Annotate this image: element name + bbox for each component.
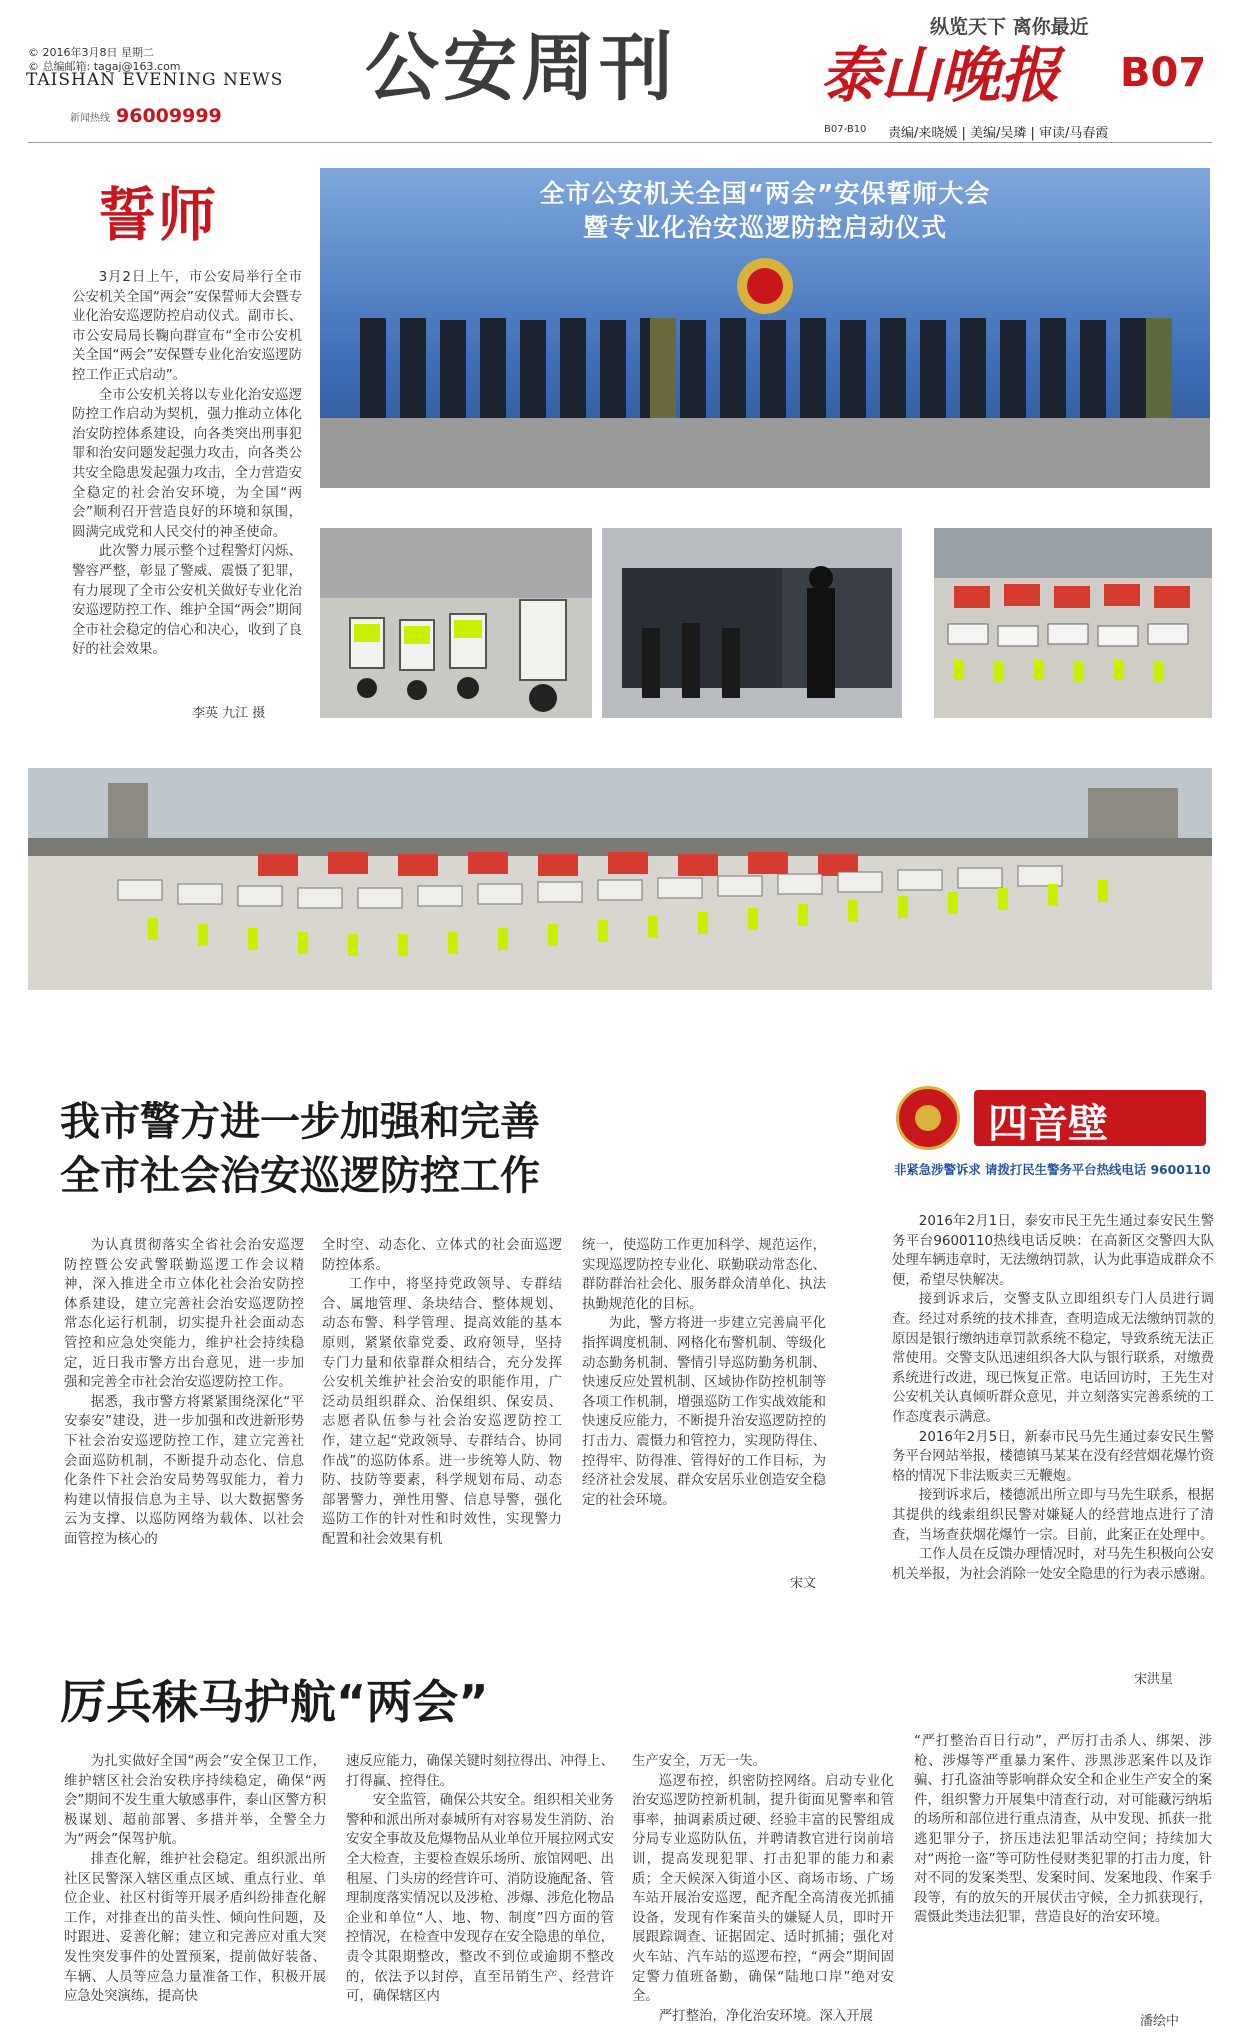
- police-badge-icon: [896, 1086, 960, 1150]
- oath-paragraph-1: 3月2日上午，市公安局举行全市公安机关全国“两会”安保誓师大会暨专业化治安巡逻防控启动仪式。副市长、市公安局局长鞠向群宣布“全市公安机关全国“两会”安保暨专业化治安巡逻防控工作正式启动”。: [72, 270, 302, 383]
- sihai-banner: 非紧急涉警诉求 请拨打民生警务平台热线电话 9600110: [894, 1162, 1211, 1177]
- motorcycle-police-photo: [320, 528, 592, 718]
- patrol-byline: 宋文: [790, 1576, 817, 1591]
- patrol-title-line-1: 我市警方进一步加强和完善: [60, 1099, 540, 1145]
- ceremony-photo: [320, 168, 1210, 488]
- sihai-body: [892, 1212, 1214, 1672]
- hotline: [70, 105, 222, 127]
- patrol-paragraph: 全时空、动态化、立体式的社会面巡逻防控体系。: [322, 1238, 562, 1273]
- hotline-number: 96009999: [116, 105, 222, 127]
- sihai-paragraph: 接到诉求后，交警支队立即组织专门人员进行调查。经过对系统的技术排查，查明造成无法缴纳罚款的原因是银行缴纳违章罚款系统不稳定，导致系统无法正常使用。交警支队迅速组织各大队与银行联系，对缴费系统进行改进，现已恢复正常。电话回访时，王先生对公安机关认真倾听群众意见，并立刻落实完善系统的工作态度表示满意。: [892, 1292, 1214, 1425]
- patrol-column-3: [582, 1236, 826, 1536]
- oath-heading: 誓师: [98, 181, 219, 249]
- patrol-column-2: [322, 1236, 562, 1616]
- brand-english: TAISHAN EVENING NEWS: [26, 70, 284, 90]
- twosessions-paragraph: 巡逻布控，织密防控网络。启动专业化治安巡逻防控新机制，提升街面见警率和管事率，抽调素质过硬、经验丰富的民警组成分局专业巡防队伍，并聘请教官进行岗前培训，提高发现犯罪、打击犯罪的能力和素质；全天候深入街道小区、商场市场、广场车站开展治安巡逻，配齐配全高清夜光抓捕设备，发现有作案苗头的嫌疑人员，即时开展跟踪调查、证据固定、适时抓捕；强化对火车站、汽车站的巡逻布控，“两会”期间固定警力值班备勤，确保“陆地口岸”绝对安全。: [632, 1773, 894, 2005]
- patrol-paragraph: 统一，使巡防工作更加科学、规范运作，实现巡逻防控专业化、联勤联动常态化、群防群治社会化、服务群众清单化、执法执勤规范化的目标。: [582, 1238, 826, 1312]
- email-line: © 总编邮箱: tagaj@163.com: [28, 60, 181, 73]
- sihai-paragraph: 2016年2月1日，泰安市民王先生通过泰安民生警务平台9600110热线电话反映：在高新区交警四大队处理车辆违章时，无法缴纳罚款，认为此事造成群众不便，希望尽快解决。: [892, 1214, 1214, 1288]
- sihai-paragraph: 接到诉求后，楼德派出所立即与马先生联系，根据其提供的线索组织民警对嫌疑人的经营地点进行了清查，当场查获烟花爆竹一宗。目前，此案正在处理中。: [892, 1488, 1214, 1543]
- page-number: B07: [1120, 50, 1207, 96]
- edition-code: B07-B10: [824, 124, 867, 135]
- twosessions-paragraph: 安全监管，确保公共安全。组织相关业务警种和派出所对泰城所有对容易发生消防、治安安全事故及危爆物品从业单位开展拉网式安全大检查，主要检查娱乐场所、旅馆网吧、出租屋、门头房的经营许可、消防设施配备、管理制度落实情况以及涉枪、涉爆、涉危化物品企业和单位“人、地、物、制度”四方面的管控情况，在检查中发现存在安全隐患的单位，责令其限期整改，整改不到位或逾期不整改的，依法予以封停，直至吊销生产、经营许可，确保辖区内: [346, 1793, 614, 2005]
- twosessions-paragraph: 生产安全，万无一失。: [632, 1754, 766, 1769]
- twosessions-paragraph: 为扎实做好全国“两会”安全保卫工作，维护辖区社会治安秩序持续稳定，确保“两会”期间不发生重大敏感事件，泰山区警方积极谋划、超前部署、多措并举，全警全力为“两会”保驾护航。: [64, 1754, 326, 1848]
- twosessions-column-1: [64, 1752, 326, 2042]
- paper-name-logo: [820, 40, 1207, 120]
- banner-line-2: 暨专业化治安巡逻防控启动仪式: [582, 213, 947, 242]
- oath-body: [72, 268, 302, 698]
- sihai-paragraph: 2016年2月5日，新泰市民马先生通过泰安民生警务平台网站举报，楼德镇马某某在没有经营烟花爆竹资格的情况下非法贩卖三无鞭炮。: [892, 1429, 1214, 1484]
- patrol-paragraph: 工作中，将坚持党政领导、专群结合、属地管理、条块结合、整体规划、动态布警、科学管理、提高效能的基本原则，紧紧依靠党委、政府领导，坚持专门力量和依靠群众相结合，充分发挥公安机关维护社会治安的职能作用，广泛动员组织群众、治保组织、保安员、志愿者队伍参与社会治安巡逻防控工作，建立起“党政领导、专群结合、协同作战”的巡防体系。进一步统筹人防、物防、技防等要素，科学规划布局、动态部署警力，弹性用警、信息导警，强化巡防工作的针对性和时效性，实现警力配置和社会效果有机: [322, 1277, 562, 1547]
- twosessions-paragraph: 严打整治，净化治安环境。深入开展: [658, 2008, 874, 2024]
- sihai-header: [894, 1086, 1212, 1150]
- vehicle-formation-photo: [934, 528, 1212, 718]
- patrol-paragraph: 为此，警方将进一步建立完善扁平化指挥调度机制、网格化布警机制、等级化动态勤务机制、警情引导巡防勤务机制、快速反应处置机制、区域协作防控机制等各项工作机制，增强巡防工作实战效能和快速反应能力，不断提升治安巡逻防控的打击力、震慑力和管控力，实现防得住、控得牢、防得准、管得好的工作目标，为经济社会发展、群众安居乐业创造安全稳定的社会环境。: [582, 1316, 826, 1508]
- patrol-title-line-2: 全市社会治安巡逻防控工作: [60, 1153, 540, 1199]
- staff-line: 责编/来晓媛 | 美编/吴璘 | 审读/马春霞: [888, 126, 1109, 141]
- slogan: 纵览天下 离你最近: [930, 16, 1089, 38]
- paper-name: 泰山晚报: [820, 41, 1060, 111]
- hotline-label: 新闻热线: [70, 112, 110, 124]
- twosessions-paragraph: 排查化解，维护社会稳定。组织派出所社区民警深入辖区重点区域、重点行业、单位企业、社区村街等开展矛盾纠纷排查化解工作，对排查出的苗头性、倾向性问题，及时跟进、妥善化解；建立和完善应对重大突发性突发事件的处置预案，提前做好装备、车辆、人员等应急力量准备工作，积极开展应急处突演练，提高快: [64, 1851, 326, 2005]
- twosessions-byline: 潘绘中: [1140, 2014, 1180, 2029]
- patrol-paragraph: 据悉，我市警方将紧紧围绕深化“平安泰安”建设，进一步加强和改进新形势下社会治安巡逻防控工作，建立完善社会面巡防机制，不断提升动态化、信息化条件下社会治安局势驾驭能力，着力构建以情报信息为主导、以大数据警务云为支撑、以巡防网络为载体、以社会面管控为核心的: [64, 1394, 304, 1547]
- section-title: 公安周刊: [365, 25, 677, 111]
- oath-byline: 李英 九江 摄: [192, 706, 266, 721]
- swat-vehicles-photo: [602, 528, 902, 718]
- banner-line-1: 全市公安机关全国“两会”安保誓师大会: [539, 179, 991, 208]
- twosessions-column-4: [914, 1732, 1212, 2022]
- sihai-paragraph: 工作人员在反馈办理情况时，对马先生积极向公安机关举报，为社会消除一处安全隐患的行为表示感谢。: [892, 1547, 1214, 1582]
- oath-paragraph-3: 此次警力展示整个过程警灯闪烁、警容严整，彰显了警威、震慑了犯罪，有力展现了全市公安机关做好专业化治安巡逻防控工作、维护全国“两会”期间全市社会稳定的信心和决心，收到了良好的社会效果。: [72, 544, 302, 658]
- masthead: [0, 0, 1240, 150]
- oath-paragraph-2: 全市公安机关将以专业化治安巡逻防控工作启动为契机，强力推动立体化治安防控体系建设，向各类突出刑事犯罪和治安问题发起强力攻击，向各类公共安全隐患发起强力攻击，全力营造安全稳定的社会治安环境，为全国“两会”顺利召开营造良好的环境和氛围，圆满完成党和人民交付的神圣使命。: [72, 387, 302, 540]
- sihai-byline: 宋洪星: [1134, 1672, 1174, 1687]
- twosessions-paragraph: “严打整治百日行动”，严厉打击杀人、绑架、涉枪、涉爆等严重暴力案件、涉黑涉恶案件以及诈骗、打孔盗油等影响群众安全和企业生产安全的案件，组织警力开展集中清查行动，对可能藏污纳垢的场所和部位进行重点清查，从中发现、抓获一批逃犯罪分子，挤压违法犯罪活动空间；持续加大对“两抢一盗”等可防性侵财类犯罪的打击力度，针对不同的发案类型、发案时间、发案地段、作案手段等，有的放矢的开展伏击守候，全力抓获现行，震慑此类违法犯罪，营造良好的治安环境。: [914, 1734, 1212, 1926]
- twosessions-column-2: [346, 1752, 614, 2042]
- patrol-paragraph: 为认真贯彻落实全省社会治安巡逻防控暨公安武警联勤巡逻工作会议精神，深入推进全市立体化社会治安防控体系建设，建立完善社会治安巡逻防控常态化运行机制，切实提升社会面动态管控和应急处突能力，维护社会持续稳定，近日我市警方出台意见，进一步加强和完善全市社会治安巡逻防控工作。: [64, 1238, 304, 1391]
- twosessions-column-3: [632, 1752, 894, 2042]
- date-line: © 2016年3月8日 星期二: [28, 46, 154, 59]
- twosessions-paragraph: 速反应能力，确保关键时刻拉得出、冲得上、打得赢、控得住。: [346, 1754, 614, 1789]
- sihai-title: 四音壁: [988, 1100, 1108, 1147]
- sihai-title-box: [974, 1090, 1206, 1146]
- masthead-rule: [28, 142, 1212, 143]
- patrol-column-1: [64, 1236, 304, 1616]
- twosessions-title: 厉兵秣马护航“两会”: [60, 1675, 489, 1729]
- panorama-photo: [28, 768, 1212, 990]
